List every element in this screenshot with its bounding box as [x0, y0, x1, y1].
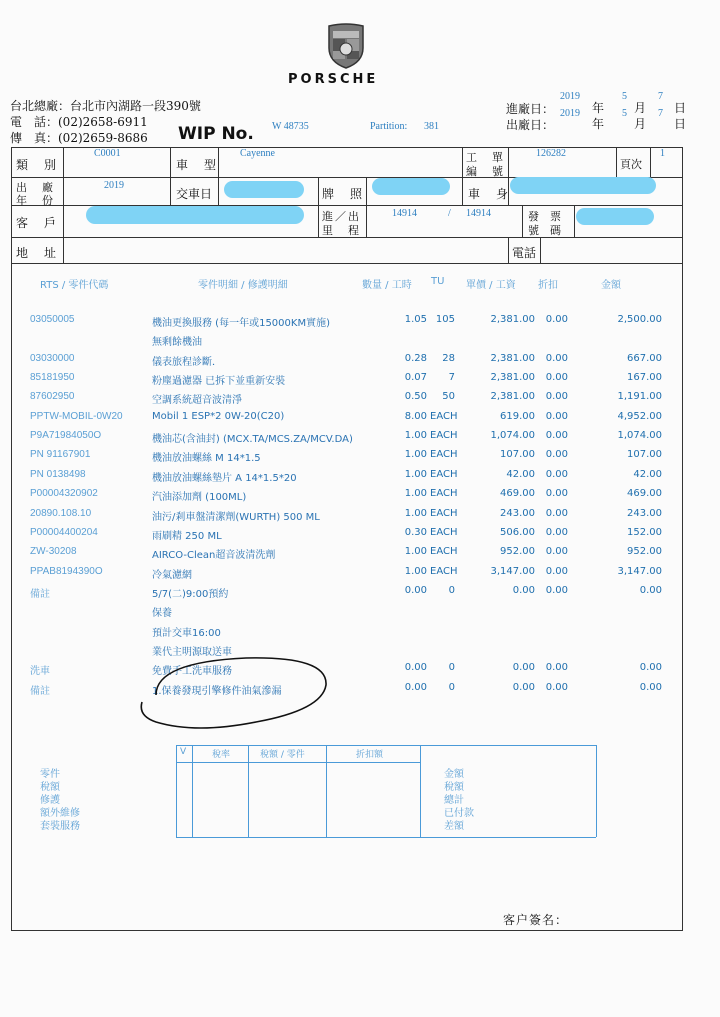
item-discount: 0.00 [545, 352, 568, 364]
item-tu: EACH [430, 430, 458, 442]
item-row [0, 527, 720, 546]
item-amount: 152.00 [627, 526, 662, 538]
summary-label-extra: 額外維修 [40, 808, 80, 819]
item-amount: 243.00 [627, 507, 662, 519]
item-row [0, 333, 720, 352]
item-row [0, 449, 720, 468]
item-amount: 1,191.00 [617, 391, 662, 403]
item-qty: 1.00 [404, 430, 427, 442]
item-tu: EACH [430, 410, 458, 422]
entry-date-label: 進廠日： [506, 102, 555, 116]
item-qty: 1.00 [404, 507, 427, 519]
item-price: 42.00 [506, 468, 535, 480]
mileage-out: 14914 [466, 208, 491, 219]
item-discount: 0.00 [545, 391, 568, 403]
item-qty: 0.00 [404, 662, 427, 674]
item-discount: 0.00 [545, 681, 568, 693]
item-part-code: 備註 [30, 588, 50, 600]
item-tu: EACH [430, 526, 458, 538]
item-discount: 0.00 [545, 430, 568, 442]
item-discount: 0.00 [545, 565, 568, 577]
item-description: 免費手工洗車服務 [152, 666, 232, 678]
exit-year-char: 年 [592, 117, 605, 131]
customer-redaction [86, 206, 304, 224]
mfg-year-label-1: 出 廠 [16, 181, 55, 194]
item-tu: EACH [430, 488, 458, 500]
brand-wordmark: PORSCHE [288, 72, 379, 87]
item-discount: 0.00 [545, 488, 568, 500]
col-description: 零件明細 / 修護明細 [198, 280, 288, 291]
item-row [0, 469, 720, 488]
item-description: 儀表旅程診斷． [152, 356, 222, 368]
work-order-value: 126282 [536, 148, 566, 159]
item-qty: 1.00 [404, 565, 427, 577]
item-description: AIRCO-Clean超音波清洗劑 [152, 550, 276, 562]
work-order-label-2: 編 號 [466, 165, 505, 178]
item-row [0, 624, 720, 643]
delivery-date-label: 交車日 [176, 187, 213, 201]
item-amount: 2,500.00 [617, 314, 662, 325]
item-qty: 0.00 [404, 681, 427, 693]
item-amount: 3,147.00 [617, 565, 662, 577]
entry-day-char: 日 [674, 101, 687, 115]
summary-label-balance: 差額 [444, 821, 464, 832]
item-description: 機油更換服務 (每一年或15000KM實施) [152, 318, 330, 329]
item-description: 5/7(二)9:00預約 [152, 588, 229, 600]
item-description: 粉塵過濾器 已拆下並重新安裝 [152, 376, 286, 388]
item-description: 機油放油螺絲 M 14*1.5 [152, 453, 261, 465]
wip-value: W 48735 [272, 121, 309, 132]
item-row [0, 546, 720, 565]
item-price: 107.00 [500, 449, 535, 461]
item-price: 2,381.00 [490, 372, 535, 384]
item-price: 619.00 [500, 410, 535, 422]
invoice-label-2: 號 碼 [528, 224, 561, 237]
item-row [0, 566, 720, 585]
mileage-separator: / [448, 208, 451, 219]
item-row [0, 508, 720, 527]
item-price: 243.00 [500, 507, 535, 519]
item-description: 無剩餘機油 [152, 337, 202, 349]
item-tu: 0 [448, 662, 455, 674]
summary-header-discount: 折扣額 [356, 750, 384, 760]
item-qty: 0.30 [404, 526, 427, 538]
item-tu: EACH [430, 565, 458, 577]
item-description: 雨刷精 250 ML [152, 530, 222, 542]
item-qty: 1.00 [404, 468, 427, 480]
item-discount: 0.00 [545, 468, 568, 480]
col-discount: 折扣 [538, 280, 558, 291]
summary-header-rate: 稅率 [212, 750, 231, 760]
item-qty: 1.05 [404, 314, 427, 325]
item-amount: 0.00 [639, 584, 662, 596]
plate-label: 牌 照 [322, 187, 365, 201]
item-part-code: P00004320902 [30, 488, 98, 500]
item-amount: 42.00 [633, 468, 662, 480]
item-price: 0.00 [512, 681, 535, 693]
item-price: 3,147.00 [490, 565, 535, 577]
item-price: 0.00 [512, 584, 535, 596]
item-qty: 0.50 [404, 391, 427, 403]
mfg-year-value: 2019 [104, 180, 124, 191]
item-description: 汽油添加劑 (100ML) [152, 492, 247, 504]
exit-month-char: 月 [634, 117, 647, 131]
item-row [0, 372, 720, 391]
item-row [0, 391, 720, 410]
summary-label-amount: 金額 [444, 769, 464, 780]
page-label: 頁次 [620, 158, 642, 171]
item-tu: 28 [442, 352, 455, 364]
porsche-crest-icon [325, 22, 367, 70]
entry-month: 5 [622, 91, 627, 102]
item-discount: 0.00 [545, 314, 568, 325]
item-discount: 0.00 [545, 372, 568, 384]
item-part-code: 03050005 [30, 314, 75, 325]
item-qty: 1.00 [404, 546, 427, 558]
item-description: 空調系統超音波清淨 [152, 395, 242, 407]
item-row [0, 662, 720, 681]
item-row [0, 314, 720, 333]
item-row [0, 353, 720, 372]
model-label: 車 型 [176, 158, 219, 172]
item-part-code: 85181950 [30, 372, 75, 384]
item-tu: 0 [448, 584, 455, 596]
entry-year: 2019 [560, 91, 580, 102]
item-part-code: PN 91167901 [30, 449, 91, 461]
item-qty: 1.00 [404, 449, 427, 461]
item-description: 機油放油螺絲墊片 A 14*1.5*20 [152, 472, 297, 484]
item-tu: EACH [430, 468, 458, 480]
item-price: 506.00 [500, 526, 535, 538]
item-discount: 0.00 [545, 526, 568, 538]
mileage-label-1: 進／出 [322, 210, 361, 223]
entry-year-char: 年 [592, 101, 605, 115]
item-tu: EACH [430, 546, 458, 558]
item-row [0, 411, 720, 430]
summary-label-paid: 已付款 [444, 808, 474, 819]
item-discount: 0.00 [545, 662, 568, 674]
mileage-in: 14914 [392, 208, 417, 219]
item-qty: 0.00 [404, 584, 427, 596]
exit-month: 5 [622, 108, 627, 119]
item-row [0, 488, 720, 507]
summary-label-package: 套裝服務 [40, 821, 80, 832]
item-part-code: 20890.108.10 [30, 507, 92, 519]
item-discount: 0.00 [545, 507, 568, 519]
item-qty: 8.00 [404, 410, 427, 422]
col-price: 單價 / 工資 [466, 280, 516, 291]
category-value: C0001 [94, 148, 121, 159]
signature-label: 客户簽名： [503, 913, 569, 927]
item-price: 2,381.00 [490, 391, 535, 403]
item-description: 機油芯(含油封) (MCX.TA/MCS.ZA/MCV.DA) [152, 434, 353, 446]
mfg-year-label-2: 年 份 [16, 194, 55, 207]
item-amount: 0.00 [639, 681, 662, 693]
item-part-code: PN 0138498 [30, 468, 86, 480]
item-tu: 50 [442, 391, 455, 403]
category-label: 類 別 [16, 158, 59, 172]
hq-address: 台北總廠：台北市內湖路一段390號 [10, 99, 201, 113]
summary-header-tax-part: 稅額 / 零件 [260, 750, 305, 760]
address-label: 地 址 [16, 246, 59, 260]
wip-label: WIP No. [178, 124, 254, 144]
work-order-label-1: 工 單 [466, 151, 505, 164]
phone-label: 電話 [512, 246, 537, 260]
item-discount: 0.00 [545, 449, 568, 461]
item-row [0, 585, 720, 604]
item-price: 952.00 [500, 546, 535, 558]
item-row [0, 682, 720, 701]
item-amount: 167.00 [627, 372, 662, 384]
delivery-date-redaction [224, 181, 304, 198]
entry-day: 7 [658, 91, 663, 102]
item-amount: 952.00 [627, 546, 662, 558]
column-headers [0, 276, 720, 295]
summary-label-tax: 稅額 [40, 782, 60, 793]
item-discount: 0.00 [545, 546, 568, 558]
item-row [0, 643, 720, 662]
page-value: 1 [660, 148, 665, 159]
mileage-label-2: 里 程 [322, 224, 361, 237]
handwritten-ellipse [136, 650, 336, 740]
item-part-code: 87602950 [30, 391, 75, 403]
item-price: 0.00 [512, 662, 535, 674]
invoice-redaction [576, 208, 654, 225]
item-tu: 0 [448, 681, 455, 693]
item-price: 2,381.00 [490, 314, 535, 325]
item-discount: 0.00 [545, 410, 568, 422]
item-description: 冷氣濾網 [152, 569, 192, 581]
partition-label: Partition: [370, 121, 408, 132]
summary-left-labels [40, 768, 80, 833]
item-description: 業代主明源取送車 [152, 646, 232, 658]
item-amount: 107.00 [627, 449, 662, 461]
customer-label: 客 戶 [16, 216, 59, 230]
item-part-code: PPTW-MOBIL-0W20 [30, 410, 123, 422]
body-label: 車 身 [468, 187, 511, 201]
item-part-code: PPAB8194390O [30, 565, 103, 577]
item-part-code: P00004400204 [30, 526, 98, 538]
model-value: Cayenne [240, 148, 275, 159]
exit-day-char: 日 [674, 117, 687, 131]
item-qty: 0.07 [404, 372, 427, 384]
summary-label-tax-amount: 稅額 [444, 782, 464, 793]
phone-number: 電 話：(02)2658-6911 [10, 115, 148, 129]
item-row [0, 430, 720, 449]
summary-label-total: 總計 [444, 795, 464, 806]
col-qty: 數量 / 工時 [362, 280, 412, 291]
item-description: 油污/剎車盤清潔劑(WURTH) 500 ML [152, 511, 320, 523]
item-tu: EACH [430, 449, 458, 461]
item-description: 1.保養發現引擎修件油氣滲漏 [152, 685, 282, 697]
partition-value: 381 [424, 121, 439, 132]
item-description: Mobil 1 ESP*2 0W-20(C20) [152, 410, 285, 422]
col-amount: 金額 [601, 280, 621, 291]
item-price: 469.00 [500, 488, 535, 500]
item-discount: 0.00 [545, 584, 568, 596]
exit-year: 2019 [560, 108, 580, 119]
item-tu: 105 [435, 314, 455, 325]
item-qty: 1.00 [404, 488, 427, 500]
exit-date-label: 出廠日： [506, 118, 555, 132]
plate-redaction [372, 178, 450, 195]
item-description: 保養 [152, 608, 172, 620]
item-part-code: 備註 [30, 685, 50, 697]
col-tu: TU [431, 276, 445, 287]
summary-label-repair: 修護 [40, 795, 60, 806]
item-description: 預計交車16:00 [152, 627, 221, 639]
invoice-label-1: 發 票 [528, 210, 561, 223]
item-part-code: P9A71984050O [30, 430, 102, 442]
summary-header-v: V [180, 747, 187, 757]
item-part-code: 洗車 [30, 666, 50, 678]
item-row [0, 604, 720, 623]
item-qty: 0.28 [404, 352, 427, 364]
item-amount: 4,952.00 [617, 410, 662, 422]
entry-month-char: 月 [634, 101, 647, 115]
summary-label-parts: 零件 [40, 769, 60, 780]
item-tu: 7 [448, 372, 455, 384]
item-amount: 667.00 [627, 352, 662, 364]
exit-day: 7 [658, 108, 663, 119]
body-redaction [510, 177, 656, 194]
item-amount: 469.00 [627, 488, 662, 500]
item-tu: EACH [430, 507, 458, 519]
item-price: 1,074.00 [490, 430, 535, 442]
item-part-code: ZW-30208 [30, 546, 77, 558]
col-part-code: RTS / 零件代碼 [40, 280, 109, 291]
summary-right-labels [444, 768, 474, 833]
fax-number: 傳 真：(02)2659-8686 [10, 131, 148, 145]
item-part-code: 03030000 [30, 352, 75, 364]
item-price: 2,381.00 [490, 352, 535, 364]
item-amount: 0.00 [639, 662, 662, 674]
item-amount: 1,074.00 [617, 430, 662, 442]
